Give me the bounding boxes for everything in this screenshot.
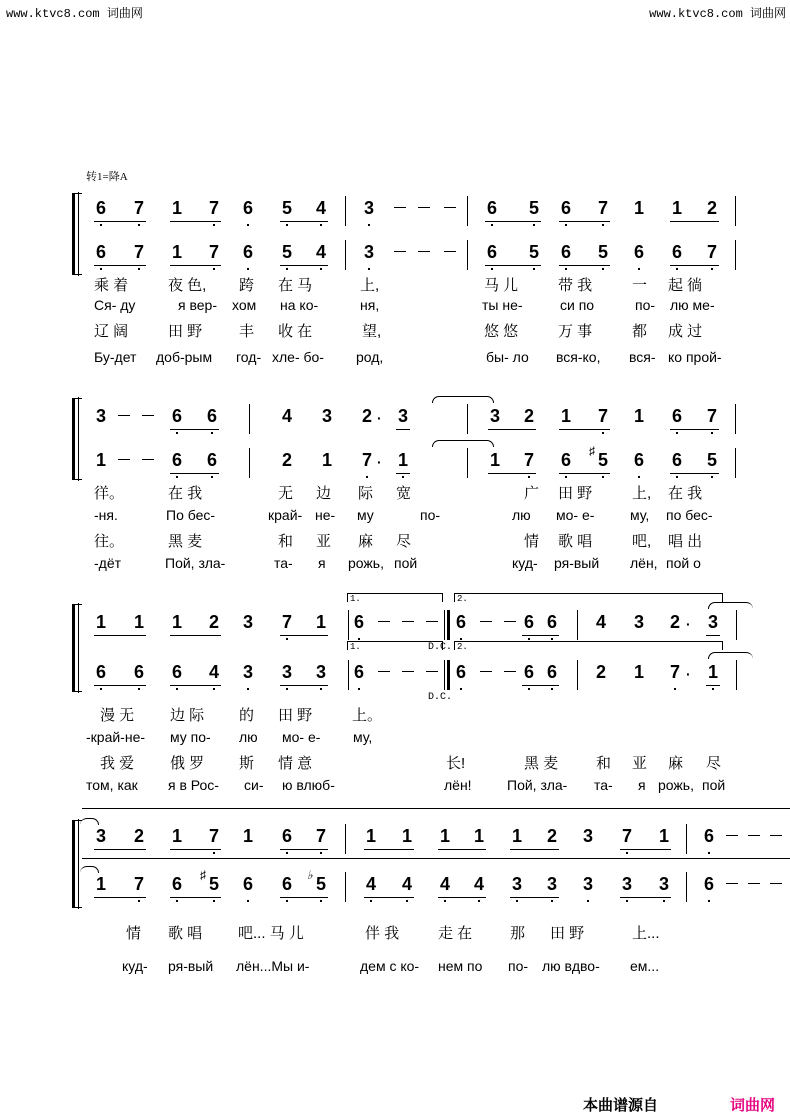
lyric-ru: ря-вый: [168, 958, 214, 974]
lyric-ru-2: пой: [394, 555, 418, 571]
lyric-ru: дем с ко-: [360, 958, 420, 974]
note: 6: [545, 612, 559, 633]
lyric-cn: 吧... 马 儿: [238, 925, 304, 942]
note: 1: [633, 662, 644, 682]
note: 1: [171, 198, 182, 218]
note: 7: [596, 198, 610, 219]
note: 2: [133, 826, 144, 846]
brand-link[interactable]: 词曲网: [730, 1097, 776, 1114]
lyric-ru-2: ря-вый: [554, 555, 600, 571]
note: 6: [522, 612, 536, 633]
lyric-cn: 伴 我: [365, 925, 400, 942]
lyric-cn-1: 夜 色,: [168, 277, 207, 294]
note: 2: [669, 612, 680, 632]
volta-1-upper: 1.: [347, 593, 443, 602]
note: 6: [280, 874, 294, 895]
lyric-cn-2: 吧,: [632, 533, 652, 550]
note: 6: [559, 450, 573, 471]
lyric-ru-1: му по-: [170, 729, 211, 745]
lyric-ru-2: пой: [702, 777, 726, 793]
lyric-ru: ем...: [630, 958, 660, 974]
note: 7: [132, 874, 146, 895]
note: 7: [132, 242, 146, 263]
note: 7: [207, 242, 221, 263]
tie: [80, 866, 99, 873]
note: 6: [280, 826, 294, 847]
lyric-ru-1: мо- е-: [282, 729, 321, 745]
note: 3: [633, 612, 644, 632]
lyric-cn-1: 的: [239, 707, 255, 724]
note: 2: [523, 406, 534, 426]
note: 7: [132, 198, 146, 219]
lyric-cn-2: 亚: [632, 755, 648, 772]
note: 4: [314, 242, 328, 263]
lyric-ru-2: -дёт: [94, 555, 122, 571]
lyric-cn-2: 和: [278, 533, 294, 550]
lyric-ru-2: род,: [356, 349, 384, 365]
lyric-ru-1: си по: [560, 297, 595, 313]
lyric-cn: 走 在: [438, 925, 473, 942]
note: 6: [670, 242, 684, 263]
lyric-ru-1: хом: [232, 297, 257, 313]
lower-staff: [72, 238, 790, 272]
lyric-ru-2: куд-: [512, 555, 538, 571]
note: 6: [454, 662, 468, 683]
lyric-cn-2: 万 事: [558, 323, 593, 340]
note: 1: [439, 826, 450, 846]
lyric-cn: 田 野: [550, 925, 585, 942]
note: 1: [321, 450, 332, 470]
note: 4: [400, 874, 414, 895]
note: 6: [559, 242, 573, 263]
note: 1: [473, 826, 484, 846]
note: 3: [314, 662, 328, 683]
tie: [80, 818, 99, 825]
lyric-cn-1: 田 野: [278, 707, 313, 724]
note: 3: [242, 612, 253, 632]
lyric-ru-2: та-: [274, 555, 293, 571]
note: 3: [241, 662, 255, 683]
note: 6: [241, 198, 255, 219]
lyric-ru-2: рожь,: [658, 777, 694, 793]
lyric-ru-2: пой о: [666, 555, 701, 571]
tie: [708, 652, 753, 659]
lyric-cn-2: 田 野: [168, 323, 203, 340]
source-label: 本曲谱源自: [583, 1097, 659, 1114]
note: 5: [596, 242, 610, 263]
lyric-cn-1: 一: [632, 277, 648, 294]
lyric-ru-1: я вер-: [178, 297, 217, 313]
note: 6: [632, 450, 646, 471]
note: 6: [352, 612, 366, 633]
note: ♯ 5: [207, 874, 221, 895]
lyric-ru-2: рожь,: [348, 555, 384, 571]
note: 7: [207, 198, 221, 219]
note: 3: [707, 612, 718, 632]
note: 6: [205, 406, 219, 427]
note: 1: [396, 450, 410, 471]
note: 1: [171, 242, 182, 262]
key-change-label: 转1=降A: [86, 171, 128, 183]
note: ♯ 5: [596, 450, 610, 471]
note: 2: [595, 662, 606, 682]
note: 1: [171, 612, 182, 632]
lyric-cn-1: 漫 无: [100, 707, 135, 724]
lyric-cn-2: 都: [632, 323, 648, 340]
lyric-ru-2: Пой, зла-: [165, 555, 226, 571]
note: 6: [241, 242, 255, 263]
upper-staff: [72, 822, 790, 856]
note: 2: [546, 826, 557, 846]
note: 1: [671, 198, 682, 218]
tie: [432, 440, 494, 447]
lyric-ru-2: бы- ло: [486, 349, 529, 365]
lyric-ru-2: я: [318, 555, 326, 571]
lyric-cn-2: 望,: [362, 323, 382, 340]
lyric-ru: лён...Мы и-: [236, 958, 310, 974]
note: 6: [205, 450, 219, 471]
tie: [708, 602, 753, 609]
note: 3: [397, 406, 408, 426]
note: 4: [207, 662, 221, 683]
note: 7: [207, 826, 221, 847]
note: 2: [706, 198, 717, 218]
lyric-ru-2: я: [638, 777, 646, 793]
note: 1: [95, 450, 106, 470]
lyric-cn-2: 黑 麦: [524, 755, 559, 772]
lyric-cn-2: 尽: [396, 533, 412, 550]
note: 6: [241, 874, 255, 895]
lyric-cn-2: 丰: [239, 323, 255, 340]
lyric-cn-1: 在 我: [168, 485, 203, 502]
lyric-cn-1: 起 徜: [668, 277, 703, 294]
note: 4: [595, 612, 606, 632]
lyric-cn-1: 无: [278, 485, 294, 502]
lyric-cn-2: 黑 麦: [168, 533, 203, 550]
note: 7: [522, 450, 536, 471]
lyric-cn-1: 边 际: [170, 707, 205, 724]
lyric-ru-2: ю влюб-: [282, 777, 335, 793]
note: 7: [280, 612, 294, 633]
note: 3: [581, 874, 595, 895]
note: 1: [633, 406, 644, 426]
lyric-ru-1: лю: [239, 729, 258, 745]
lyric-ru-1: му: [357, 507, 374, 523]
volta-1-lower: 1.: [347, 641, 443, 650]
lyric-cn-1: 上,: [632, 485, 652, 502]
note: 4: [438, 874, 452, 895]
lyric-ru-1: ня,: [360, 297, 380, 313]
lyric-cn-2: 歌 唱: [558, 533, 593, 550]
note: 7: [596, 406, 610, 427]
note: 5: [527, 242, 541, 263]
note: 2: [361, 406, 372, 426]
lyric-ru-1: Ся- ду: [94, 297, 136, 313]
note: 4: [364, 874, 378, 895]
note: 6: [94, 198, 108, 219]
note: 3: [657, 874, 671, 895]
lyric-cn-2: 尽: [706, 755, 722, 772]
note: 3: [545, 874, 559, 895]
lyric-cn-1: 徉。: [94, 485, 125, 502]
lyric-cn-1: 田 野: [558, 485, 593, 502]
note: 5: [527, 198, 541, 219]
note: 1: [706, 662, 720, 683]
lyric-ru-2: Бу-дет: [94, 349, 137, 365]
lyric-ru-2: та-: [594, 777, 613, 793]
note: 3: [280, 662, 294, 683]
note: 6: [170, 874, 184, 895]
note: 6: [702, 826, 716, 847]
lyric-cn-1: 广: [524, 485, 540, 502]
lyric-ru-1: му,: [353, 729, 373, 745]
lyric-ru-2: Пой, зла-: [507, 777, 568, 793]
note: 5: [280, 198, 294, 219]
note: 6: [352, 662, 366, 683]
lyric-ru-1: му,: [630, 507, 650, 523]
note: 6: [132, 662, 146, 683]
lyric-cn: 上...: [632, 925, 660, 942]
lyric-cn-2: 亚: [316, 533, 332, 550]
lower-staff: 1 6 6 2 1 7 · 1 1 7 6 ♯ 5 6 6 5: [72, 446, 790, 480]
lyric-ru-2: хле- бо-: [272, 349, 324, 365]
note: 6: [485, 198, 499, 219]
lyric-ru: по-: [508, 958, 529, 974]
lyric-cn-1: 在 马: [278, 277, 313, 294]
lyric-ru: куд-: [122, 958, 148, 974]
note: 7: [314, 826, 328, 847]
note: 6: [670, 450, 684, 471]
volta-continuation-line: [82, 858, 790, 859]
lyric-cn: 歌 唱: [168, 925, 203, 942]
note: 7: [668, 662, 682, 683]
note: 1: [95, 612, 106, 632]
note: 7: [620, 826, 634, 847]
note: 1: [242, 826, 253, 846]
note: 4: [472, 874, 486, 895]
note: 6: [670, 406, 684, 427]
note: 4: [281, 406, 292, 426]
lyric-cn-1: 上,: [360, 277, 380, 294]
lyric-cn-1: 跨: [239, 277, 255, 294]
lyric-cn-1: 上。: [352, 707, 383, 724]
lyric-ru-1: не-: [315, 507, 336, 523]
dc-marker: D.C.: [428, 692, 453, 703]
note: 5: [280, 242, 294, 263]
note: 6: [170, 450, 184, 471]
lyric-ru-2: том, как: [86, 777, 138, 793]
watermark-right: www.ktvc8.com 词曲网: [649, 7, 786, 21]
lyric-cn-2: 悠 悠: [484, 323, 519, 340]
upper-staff: 1 1 1 2 3 7 1 6 6 6 6 4 3 2 · 3: [72, 608, 790, 642]
note: 3: [620, 874, 634, 895]
lyric-ru-1: -ня.: [94, 507, 118, 523]
lyric-ru-2: я в Рос-: [168, 777, 219, 793]
lyric-cn-1: 带 我: [558, 277, 593, 294]
lyric-cn-2: 辽 阔: [94, 323, 129, 340]
note: 3: [95, 406, 106, 426]
lyric-cn-2: 长!: [446, 755, 466, 772]
note: 6: [702, 874, 716, 895]
lyric-ru-1: По бес-: [166, 507, 216, 523]
lyric-ru-2: вся-ко,: [556, 349, 601, 365]
lyric-cn-1: 乘 着: [94, 277, 129, 294]
note: 2: [281, 450, 292, 470]
note: 7: [705, 242, 719, 263]
note: 3: [582, 826, 593, 846]
lyric-ru-2: си-: [244, 777, 264, 793]
note: 1: [511, 826, 522, 846]
note: 1: [95, 874, 106, 894]
lyric-ru-1: край-: [268, 507, 303, 523]
note: 4: [314, 198, 328, 219]
lyric-ru-1: по-: [420, 507, 441, 523]
watermark-left: www.ktvc8.com 词曲网: [6, 7, 143, 21]
lyric-cn-2: 麻: [668, 755, 684, 772]
note: 1: [489, 450, 500, 470]
lyric-ru-1: ты не-: [482, 297, 523, 313]
lyric-cn-2: 斯: [239, 755, 255, 772]
lower-staff: 6 6 6 4 3 3 3 6 6 6 6 2 1 7 · 1: [72, 658, 790, 692]
note: 3: [362, 242, 376, 263]
volta-2-lower: 2.: [454, 641, 723, 650]
lyric-ru-2: доб-рым: [156, 349, 213, 365]
lyric-cn-1: 际: [358, 485, 374, 502]
lyric-cn-1: 宽: [396, 485, 412, 502]
note: 3: [510, 874, 524, 895]
note: 3: [321, 406, 332, 426]
lyric-ru-2: ко прой-: [668, 349, 722, 365]
lyric-cn-2: 我 爱: [100, 755, 135, 772]
note: 1: [560, 406, 571, 426]
note: 1: [315, 612, 326, 632]
lyric-ru-2: лён,: [630, 555, 658, 571]
note: 6: [94, 662, 108, 683]
note: 6: [559, 198, 573, 219]
note: 3: [95, 826, 106, 846]
dc-marker: D.C.: [428, 642, 453, 653]
lyric-ru-1: лю ме-: [670, 297, 715, 313]
note: 7: [705, 406, 719, 427]
note: 6: [545, 662, 559, 683]
note: 2: [208, 612, 219, 632]
note: 6: [454, 612, 468, 633]
lyric-ru-2: лён!: [444, 777, 472, 793]
note: 6: [170, 662, 184, 683]
lyric-cn-2: 情: [524, 533, 540, 550]
lyric-cn-2: 情 意: [278, 755, 313, 772]
tie: [432, 396, 494, 403]
lyric-ru-1: -край-не-: [86, 729, 146, 745]
upper-staff: [72, 194, 790, 228]
lyric-ru-1: по бес-: [666, 507, 713, 523]
note: 3: [489, 406, 500, 426]
note: 7: [360, 450, 374, 471]
lyric-cn: 情: [126, 925, 142, 942]
lyric-ru-2: год-: [236, 349, 262, 365]
lyric-cn-2: 唱 出: [668, 533, 703, 550]
note: 6: [485, 242, 499, 263]
note: 6: [522, 662, 536, 683]
lyric-cn: 那: [510, 925, 526, 942]
note: 1: [133, 612, 144, 632]
lyric-ru-1: по-: [635, 297, 656, 313]
note: 6: [94, 242, 108, 263]
note: 3: [362, 198, 376, 219]
lyric-ru-1: лю: [512, 507, 531, 523]
volta-continuation-line: [82, 808, 790, 809]
note: 1: [171, 826, 182, 846]
note: 1: [365, 826, 376, 846]
note: 5: [705, 450, 719, 471]
lyric-cn-1: 马 儿: [484, 277, 519, 294]
upper-staff: 3 6 6 4 3 2 · 3 3 2 1 7 1 6 7: [72, 402, 790, 436]
note: 1: [401, 826, 412, 846]
lyric-ru: лю вдво-: [542, 958, 600, 974]
lyric-ru-2: вся-: [629, 349, 656, 365]
lyric-cn-2: 和: [596, 755, 612, 772]
lyric-cn-2: 麻: [358, 533, 374, 550]
lyric-cn-2: 成 过: [668, 323, 703, 340]
lower-staff: [72, 870, 790, 904]
note: 6: [170, 406, 184, 427]
lyric-cn-1: 边: [316, 485, 332, 502]
lyric-cn-2: 往。: [94, 533, 125, 550]
lyric-cn-2: 收 在: [278, 323, 313, 340]
lyric-cn-1: 在 我: [668, 485, 703, 502]
volta-2-upper: 2.: [454, 593, 723, 602]
note: 1: [633, 198, 644, 218]
note: 1: [658, 826, 669, 846]
lyric-cn-2: 俄 罗: [170, 755, 205, 772]
note: ♭ 5: [314, 874, 328, 895]
lyric-ru-1: на ко-: [280, 297, 319, 313]
lyric-ru-1: мо- е-: [556, 507, 595, 523]
note: 6: [632, 242, 646, 263]
lyric-ru: нем по: [438, 958, 483, 974]
